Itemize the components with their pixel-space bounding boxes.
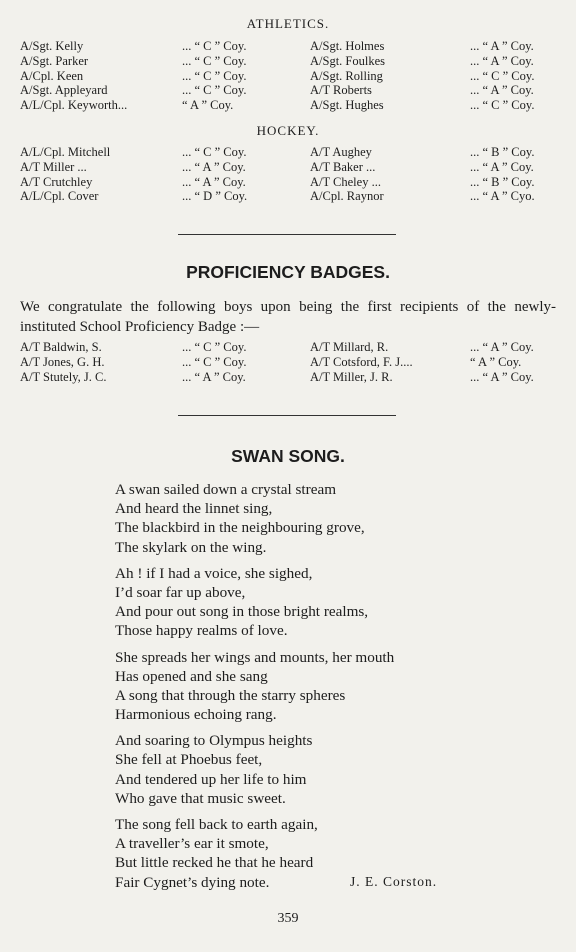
company: ... “ C ” Coy. — [182, 53, 247, 68]
company: ... “ C ” Coy. — [182, 340, 247, 354]
company: ... “ C ” Coy. — [182, 68, 247, 83]
name: A/T Baldwin, S. — [20, 340, 102, 354]
name: A/T Cotsford, F. J.... — [310, 354, 413, 369]
name: A/Cpl. Raynor — [310, 189, 384, 204]
name: A/T Miller, J. R. — [310, 369, 393, 384]
name: A/L/Cpl. Keyworth... — [20, 98, 128, 113]
name: A/Cpl. Keen — [20, 68, 84, 83]
poem-body — [115, 480, 535, 899]
poem-line: A swan sailed down a crystal stream — [115, 481, 337, 498]
section-divider — [178, 415, 396, 416]
company: ... “ C ” Coy. — [182, 354, 247, 369]
poem-line: A song that through the starry spheres — [115, 686, 346, 704]
roster-row — [20, 39, 550, 54]
roster-row — [20, 69, 550, 84]
company: ... “ C ” Coy. — [182, 39, 247, 53]
name: A/T Jones, G. H. — [20, 354, 105, 369]
name: A/Sgt. Foulkes — [310, 53, 386, 68]
company: “ A ” Coy. — [182, 98, 234, 113]
roster-row — [20, 98, 550, 113]
poem-line: The skylark on the wing. — [115, 538, 267, 556]
name: A/Sgt. Hughes — [310, 98, 384, 113]
poem-line: The song fell back to earth again, — [115, 816, 318, 833]
company: “ A ” Coy. — [470, 354, 522, 369]
roster-row — [20, 175, 550, 190]
company: ... “ A ” Coy. — [470, 369, 534, 384]
name: A/Sgt. Appleyard — [20, 83, 108, 98]
stanza — [115, 564, 535, 641]
name: A/L/Cpl. Cover — [20, 189, 99, 204]
roster-row — [20, 370, 550, 385]
name: A/T Stutely, J. C. — [20, 369, 107, 384]
poem-line: Those happy realms of love. — [115, 622, 288, 640]
hockey-heading: HOCKEY. — [256, 123, 320, 138]
name: A/Sgt. Kelly — [20, 39, 84, 53]
poem-line: She spreads her wings and mounts, her mouth — [115, 648, 395, 666]
name: A/T Miller ... — [20, 159, 87, 174]
company: ... “ C ” Coy. — [470, 98, 535, 113]
poem-line: Harmonious echoing rang. — [115, 706, 277, 724]
athletics-roster — [20, 39, 550, 113]
poem-line: And pour out song in those bright realms, — [115, 603, 369, 621]
page-number: 359 — [277, 911, 299, 926]
athletics-heading: ATHLETICS. — [246, 16, 330, 31]
company: ... “ C ” Coy. — [470, 68, 535, 83]
proficiency-heading: PROFICIENCY BADGES. — [186, 262, 390, 282]
stanza — [115, 648, 535, 725]
company: ... “ A ” Coy. — [470, 159, 534, 174]
name: A/T Aughey — [310, 145, 372, 159]
poem-line: And tendered up her life to him — [115, 770, 307, 788]
poem-line: But little recked he that he heard — [115, 854, 314, 872]
proficiency-intro: We congratulate the following boys upon being the first recipients of the newly-instituted School Proficiency Badge :— — [20, 299, 556, 335]
name: A/T Crutchley — [20, 174, 93, 189]
hockey-roster — [20, 145, 550, 204]
poem-line: A traveller’s ear it smote, — [115, 835, 269, 853]
company: ... “ A ” Coy. — [470, 340, 534, 354]
company: ... “ D ” Coy. — [182, 189, 248, 204]
name: A/Sgt. Rolling — [310, 68, 383, 83]
poem-line: She fell at Phoebus feet, — [115, 751, 263, 769]
roster-row — [20, 160, 550, 175]
poem-line: Who gave that music sweet. — [115, 789, 286, 807]
name: A/Sgt. Holmes — [310, 39, 385, 53]
roster-row — [20, 54, 550, 69]
section-divider — [178, 234, 396, 235]
stanza — [115, 480, 535, 557]
roster-row — [20, 340, 550, 355]
company: ... “ A ” Coy. — [470, 83, 534, 98]
company: ... “ A ” Coy. — [470, 53, 534, 68]
company: ... “ A ” Coy. — [182, 369, 246, 384]
roster-row — [20, 145, 550, 160]
roster-row — [20, 355, 550, 370]
company: ... “ C ” Coy. — [182, 83, 247, 98]
poem-line: Fair Cygnet’s dying note. — [115, 873, 270, 891]
roster-row — [20, 83, 550, 98]
company: ... “ A ” Coy. — [182, 159, 246, 174]
roster-row — [20, 189, 550, 204]
company: ... “ B ” Coy. — [470, 174, 535, 189]
poem-line: And soaring to Olympus heights — [115, 732, 313, 750]
poem-author: J. E. Corston. — [350, 874, 438, 889]
poem-line: The blackbird in the neighbouring grove, — [115, 519, 365, 537]
company: ... “ A ” Coy. — [182, 174, 246, 189]
company: ... “ A ” Cyo. — [470, 189, 535, 204]
company: ... “ A ” Coy. — [470, 39, 534, 53]
poem-line: Ah ! if I had a voice, she sighed, — [115, 564, 313, 582]
poem-line: I’d soar far up above, — [115, 583, 246, 601]
stanza — [115, 731, 535, 808]
name: A/T Roberts — [310, 83, 372, 98]
company: ... “ C ” Coy. — [182, 145, 247, 159]
name: A/T Millard, R. — [310, 340, 389, 354]
name: A/Sgt. Parker — [20, 53, 89, 68]
name: A/T Cheley ... — [310, 174, 381, 189]
poem-title: SWAN SONG. — [231, 446, 345, 466]
proficiency-roster — [20, 340, 550, 384]
company: ... “ B ” Coy. — [470, 145, 535, 159]
poem-line: Has opened and she sang — [115, 667, 268, 685]
poem-line: And heard the linnet sing, — [115, 500, 273, 518]
name: A/L/Cpl. Mitchell — [20, 145, 111, 159]
name: A/T Baker ... — [310, 159, 376, 174]
